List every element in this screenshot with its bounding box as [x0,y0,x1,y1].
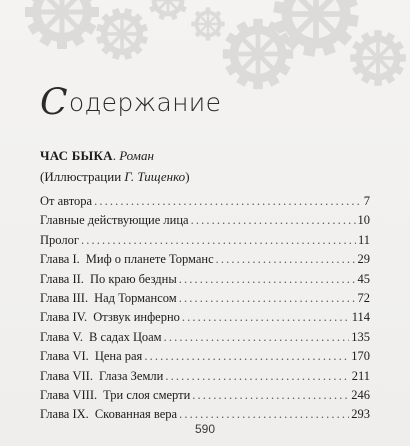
work-genre: Роман [119,148,154,163]
toc-leader-dots [94,192,362,211]
toc-entry [40,328,370,347]
toc-title: В садах Цоам [89,329,162,344]
toc-page-number: 293 [351,407,370,422]
toc-page-number: 114 [351,310,370,325]
work-separator: . [112,148,120,163]
toc-leader-dots [165,367,349,386]
toc-chapter: Глава II. [40,271,84,286]
work-title-line [40,148,154,164]
drop-cap: С [40,82,68,123]
illustrator-suffix: ) [185,169,190,184]
toc-entry-label [40,270,177,289]
toc-page-number: 170 [351,349,370,364]
illustrator-line [40,169,190,185]
toc-entry [40,367,370,386]
toc-page-number: 29 [357,252,370,267]
toc-page-number: 45 [357,271,370,286]
toc-page-number: 7 [363,194,370,208]
toc-entry-label [40,231,79,250]
toc-title: Глаза Земли [98,368,164,383]
page-title [40,82,221,123]
toc-title: Скованная вера [94,407,178,422]
toc-entry [40,211,370,230]
toc-title: Цена рая [94,349,143,364]
toc-entry-label [40,386,190,405]
toc-entry-label [40,289,177,308]
table-of-contents [40,192,370,425]
toc-entry [40,250,370,269]
toc-entry [40,347,370,366]
gear-icon [147,0,188,20]
toc-page-number: 72 [357,290,370,305]
toc-entry-label [40,192,92,211]
toc-chapter: Глава V. [40,329,84,344]
toc-leader-dots [191,211,356,230]
gear-icon [273,0,359,57]
toc-leader-dots [216,250,356,269]
gear-icon [191,7,224,40]
page-number: 590 [194,422,216,436]
toc-entry [40,289,370,308]
toc-entry-label [40,328,162,347]
toc-entry-label [40,367,163,386]
toc-chapter: Глава VII. [40,368,93,383]
toc-title: Отзвук инферно [93,310,180,325]
toc-page-number: 246 [351,387,370,402]
illustrator-name: Г. Тищенко [124,169,186,184]
toc-chapter: Глава VI. [40,349,89,364]
toc-chapter: Пролог [40,232,79,247]
toc-leader-dots [182,308,350,327]
gear-icon [25,0,99,49]
illustrator-prefix: (Иллюстрации [40,169,125,184]
toc-entry-label [40,250,214,269]
toc-leader-dots [81,231,356,250]
toc-entry-label [40,308,180,327]
toc-page-number: 135 [351,329,370,344]
toc-title: Миф о планете Торманс [85,252,214,267]
toc-leader-dots [179,289,356,308]
toc-chapter: Глава III. [40,290,89,305]
toc-leader-dots [192,386,349,405]
toc-page-number: 11 [357,232,370,247]
gear-icon [96,8,148,60]
toc-leader-dots [179,270,356,289]
toc-title: По краю бездны [89,271,177,286]
toc-chapter: Главные действующие лица [40,213,189,228]
gear-icon [350,30,406,86]
toc-chapter: Глава VIII. [40,387,98,402]
toc-leader-dots [164,328,350,347]
toc-entry [40,231,370,250]
title-rest: одержание [68,88,222,117]
toc-entry-label [40,347,142,366]
toc-leader-dots [144,347,349,366]
work-title: ЧАС БЫКА [40,148,113,163]
toc-title: Три слоя смерти [103,387,191,402]
toc-chapter: Глава IX. [40,407,89,422]
toc-entry [40,270,370,289]
toc-entry [40,308,370,327]
toc-chapter: Глава IV. [40,310,88,325]
toc-entry [40,192,370,211]
toc-chapter: От автора [40,194,93,208]
toc-entry-label [40,211,189,230]
toc-title: Над Тормансом [94,290,177,305]
toc-page-number: 211 [351,368,370,383]
toc-chapter: Глава I. [40,252,80,267]
toc-entry [40,386,370,405]
gears-icon [0,0,410,92]
toc-page-number: 10 [357,213,370,228]
